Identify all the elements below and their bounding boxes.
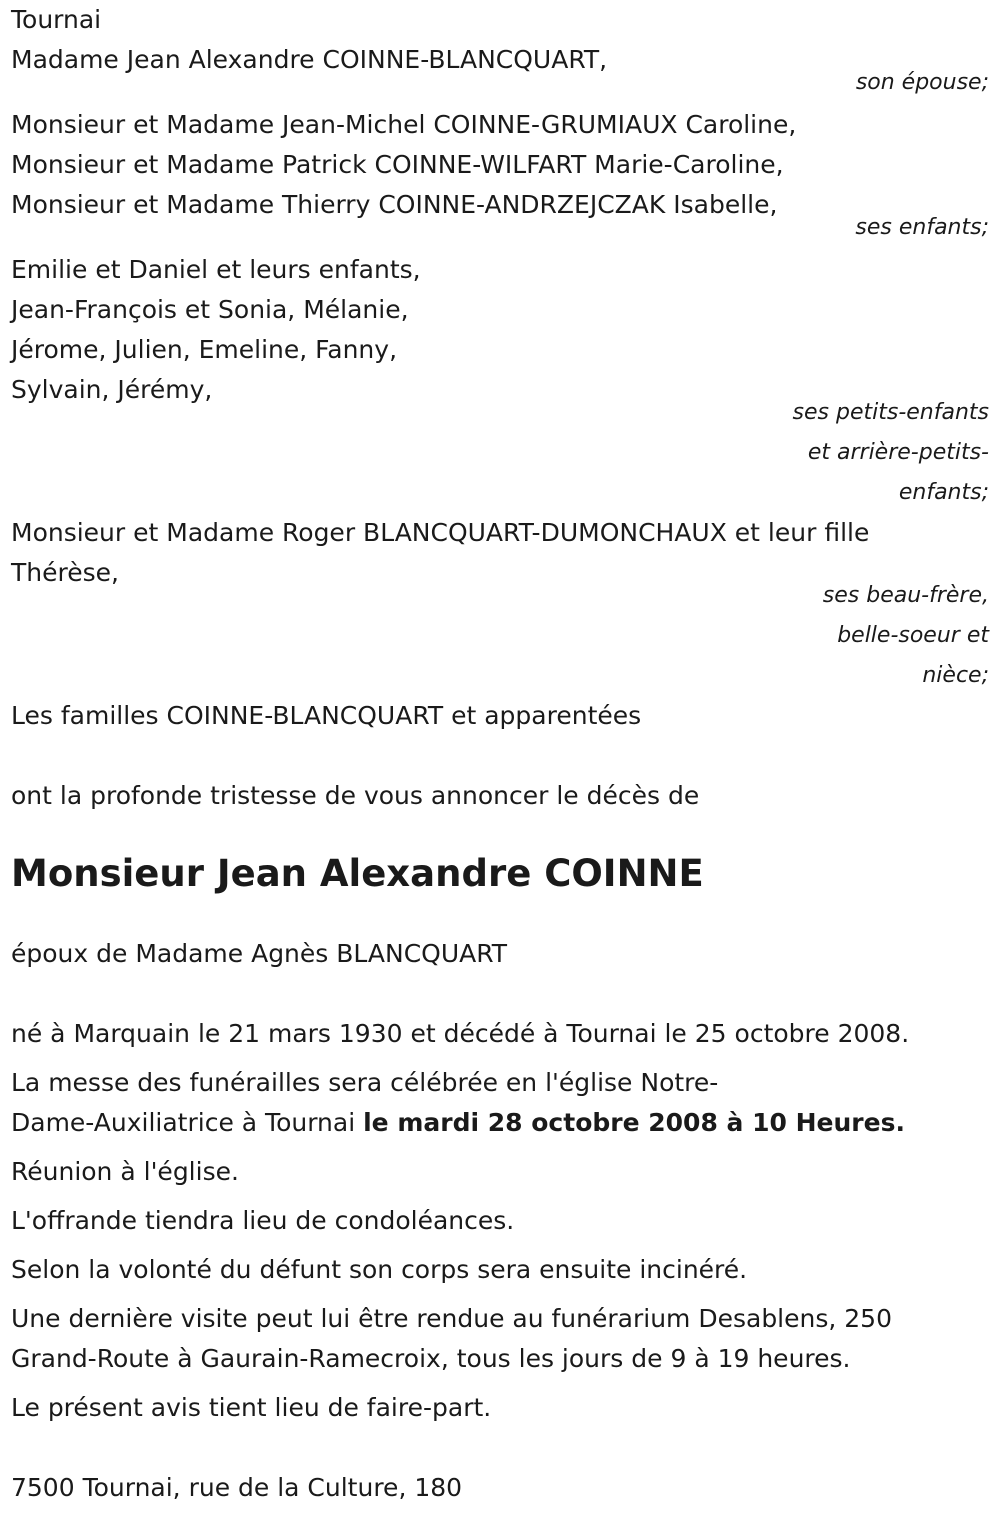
deceased-name: Monsieur Jean Alexandre COINNE <box>11 852 704 895</box>
in-laws-role-1: ses beau-frère, <box>822 583 989 608</box>
children-role: ses enfants; <box>855 215 989 240</box>
spouse-role: son épouse; <box>855 70 989 95</box>
mass-paragraph <box>11 1063 989 1143</box>
husband-of-line: époux de Madame Agnès BLANCQUART <box>11 939 508 968</box>
city: Tournai <box>11 5 102 34</box>
in-laws-line-2: Thérèse, <box>11 558 119 587</box>
announcement-line: ont la profonde tristesse de vous annoncer le décès de <box>11 781 700 810</box>
visit-paragraph <box>11 1299 989 1379</box>
mass-location: Dame-Auxiliatrice à Tournai <box>11 1108 364 1137</box>
cremation-line: Selon la volonté du défunt son corps sera ensuite incinéré. <box>11 1255 748 1284</box>
child-line-3: Monsieur et Madame Thierry COINNE-ANDRZEJCZAK Isabelle, <box>11 190 778 219</box>
grandchildren-role-3: enfants; <box>898 480 989 505</box>
families-line: Les familles COINNE-BLANCQUART et apparentées <box>11 701 642 730</box>
visit-line-1: Une dernière visite peut lui être rendue au funérarium Desablens, 250 <box>11 1304 892 1333</box>
children-section <box>11 105 989 248</box>
offering-line: L'offrande tiendra lieu de condoléances. <box>11 1206 515 1235</box>
obituary-notice <box>11 0 989 1508</box>
spouse-line: Madame Jean Alexandre COINNE-BLANCQUART, <box>11 45 608 74</box>
meeting-line: Réunion à l'église. <box>11 1157 239 1186</box>
in-laws-role-2: belle-soeur et <box>837 623 989 648</box>
mass-datetime: le mardi 28 octobre 2008 à 10 Heures. <box>363 1108 905 1137</box>
grandchild-line-2: Jean-François et Sonia, Mélanie, <box>11 295 409 324</box>
child-line-2: Monsieur et Madame Patrick COINNE-WILFART Marie-Caroline, <box>11 150 784 179</box>
in-laws-section <box>11 513 989 696</box>
spouse-section <box>11 40 989 103</box>
grandchild-line-1: Emilie et Daniel et leurs enfants, <box>11 255 421 284</box>
grandchild-line-4: Sylvain, Jérémy, <box>11 375 213 404</box>
grandchild-line-3: Jérome, Julien, Emeline, Fanny, <box>11 335 398 364</box>
in-laws-role-3: nièce; <box>922 663 989 688</box>
address-line: 7500 Tournai, rue de la Culture, 180 <box>11 1473 463 1502</box>
mass-line-1: La messe des funérailles sera célébrée en l'église Notre- <box>11 1068 719 1097</box>
grandchildren-section <box>11 250 989 513</box>
mass-line-2 <box>11 1103 989 1143</box>
grandchildren-role-1: ses petits-enfants <box>792 400 989 425</box>
visit-line-2: Grand-Route à Gaurain-Ramecroix, tous les jours de 9 à 19 heures. <box>11 1344 851 1373</box>
notice-info-line: Le présent avis tient lieu de faire-part. <box>11 1393 492 1422</box>
grandchildren-role-2: et arrière-petits- <box>807 440 989 465</box>
birth-death-line: né à Marquain le 21 mars 1930 et décédé à Tournai le 25 octobre 2008. <box>11 1019 910 1048</box>
in-laws-line-1: Monsieur et Madame Roger BLANCQUART-DUMONCHAUX et leur fille <box>11 518 870 547</box>
child-line-1: Monsieur et Madame Jean-Michel COINNE-GRUMIAUX Caroline, <box>11 110 797 139</box>
